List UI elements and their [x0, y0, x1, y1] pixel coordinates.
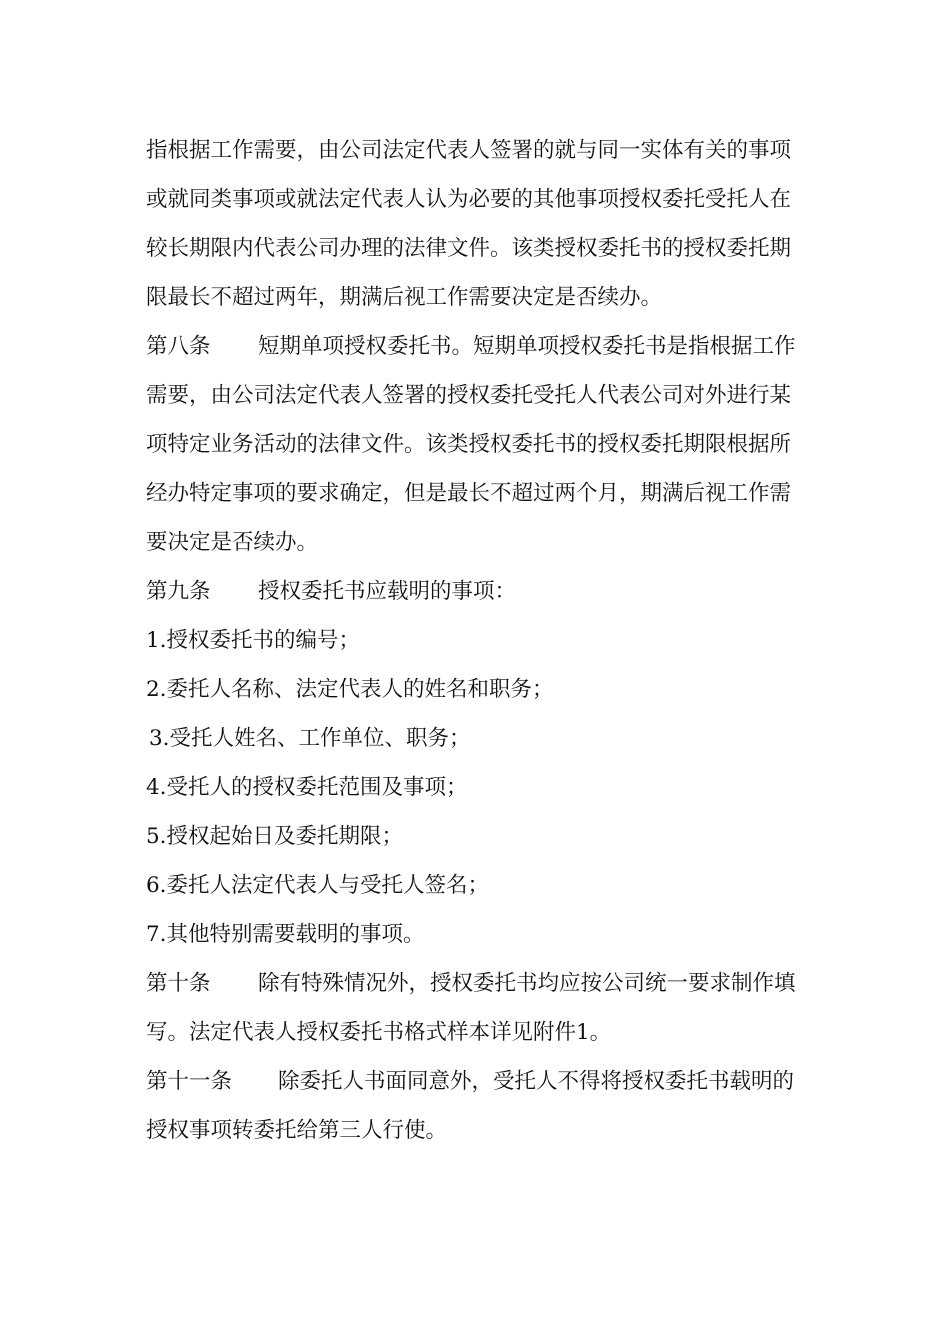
article-10-label: 第十条	[146, 971, 211, 996]
article-8-label: 第八条	[146, 334, 211, 359]
list-item-3: 3.受托人姓名、工作单位、职务；	[149, 726, 471, 751]
list-item-5: 5.授权起始日及委托期限；	[146, 824, 404, 849]
article-11-text: 除委托人书面同意外，受托人不得将授权委托书载明的授权事项转委托给第三人行使。	[146, 1069, 795, 1143]
article-9-text: 授权委托书应载明的事项：	[258, 579, 517, 604]
list-item-7: 7.其他特别需要载明的事项。	[146, 922, 425, 947]
article-10-text: 除有特殊情况外，授权委托书均应按公司统一要求制作填写。法定代表人授权委托书格式样本详见附件1。	[146, 971, 796, 1045]
article-9-label: 第九条	[146, 579, 211, 604]
list-item-4: 4.受托人的授权委托范围及事项；	[146, 775, 468, 800]
article-8-text: 短期单项授权委托书。短期单项授权委托书是指根据工作需要，由公司法定代表人签署的授权委托受托人代表公司对外进行某项特定业务活动的法律文件。该类授权委托书的授权委托期限根据所经办特定事项的要求确定，但是最长不超过两个月，期满后视工作需要决定是否续办。	[146, 334, 796, 555]
list-item-2: 2.委托人名称、法定代表人的姓名和职务；	[146, 677, 554, 702]
paragraph-continuation: 指根据工作需要，由公司法定代表人签署的就与同一实体有关的事项或就同类事项或就法定代表人认为必要的其他事项授权委托受托人在较长期限内代表公司办理的法律文件。该类授权委托书的授权委托期限最长不超过两年，期满后视工作需要决定是否续办。	[146, 138, 792, 310]
list-item-1: 1.授权委托书的编号；	[146, 628, 361, 653]
article-9	[146, 567, 808, 616]
list-item-6: 6.委托人法定代表人与受托人签名；	[146, 873, 490, 898]
article-10	[146, 959, 808, 1057]
article-8	[146, 322, 808, 567]
article-11-label: 第十一条	[146, 1069, 233, 1094]
document-body	[146, 126, 808, 1155]
article-11	[146, 1057, 808, 1155]
